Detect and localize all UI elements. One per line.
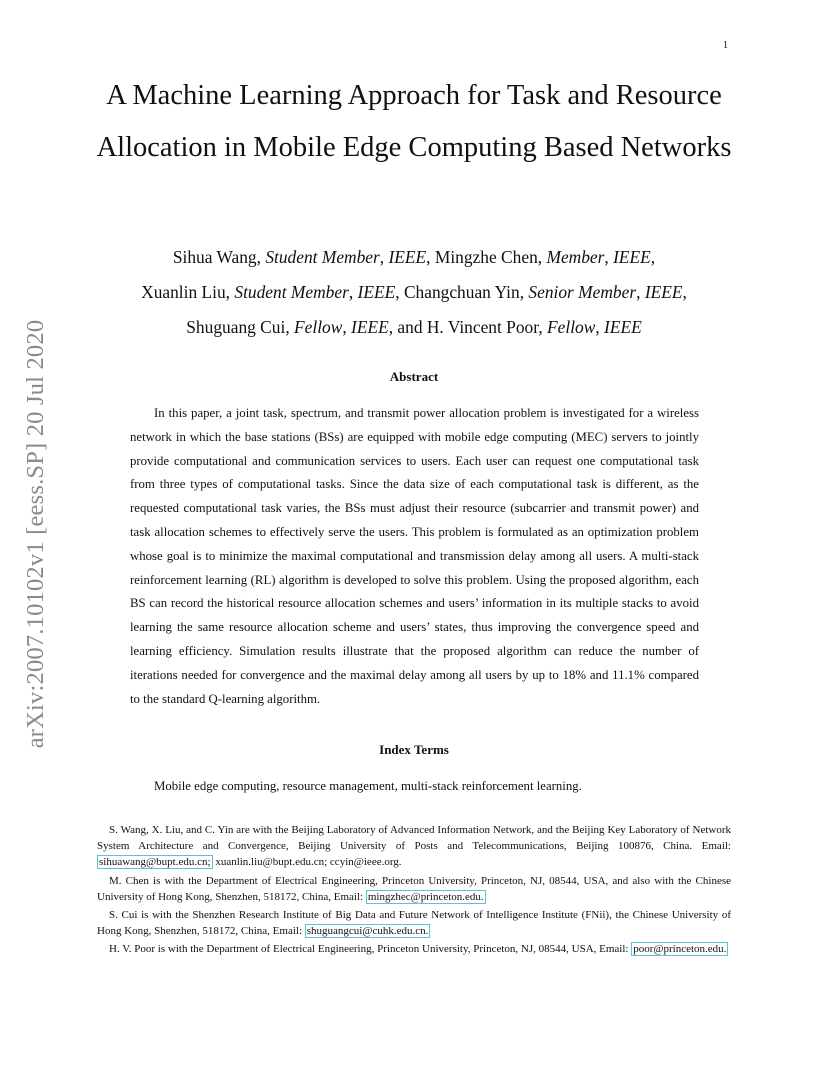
email-link[interactable]: shuguangcui@cuhk.edu.cn. [306,925,429,938]
author-role: Student Member [265,247,380,267]
footnotes [97,822,731,960]
author-separator: , [426,247,431,267]
page-number: 1 [723,40,728,51]
author-name: Sihua Wang [172,247,257,267]
author-role: Member [546,247,605,267]
paper-title: A Machine Learning Approach for Task and Resource Allocation in Mobile Edge Computing Based Networks [96,80,732,163]
author-separator: , and [388,317,423,337]
author-name: Mingzhe Chen [434,247,538,267]
author-separator: , [682,282,687,302]
author-org: IEEE [604,317,642,337]
author-role: Fellow [547,317,596,337]
footnote-affiliation-poor: H. V. Poor is with the Department of Electrical Engineering, Princeton University, Princeton, NJ, 08544, USA, Email: poor@princeton.edu. [109,943,727,956]
index-terms-heading: Index Terms [379,742,449,757]
author-role: Fellow [294,317,343,337]
author-separator: , [395,282,400,302]
email-link[interactable]: poor@princeton.edu. [633,943,727,956]
author-role: Senior Member [528,282,637,302]
author-name: Xuanlin Liu [141,282,226,302]
author-org: IEEE [357,282,396,302]
author-org: IEEE [644,282,683,302]
index-terms-text: Mobile edge computing, resource management, multi-stack reinforcement learning. [154,779,582,793]
email-link[interactable]: mingzhec@princeton.edu. [367,890,484,903]
author-separator: , [650,247,656,267]
author-name: Changchuan Yin [403,282,520,302]
author-org: IEEE [388,247,427,267]
author-name: Shuguang Cui [186,317,286,337]
abstract-text: In this paper, a joint task, spectrum, and transmit power allocation problem is investigated for a wireless network in which the base stations (BSs) are equipped with mobile edge computing (MEC) servers to jointly provide computational and communication services to users. Each user can request one computational task from three types of computational tasks. Since the data size of each computational task is different, as the requested computational task varies, the BSs must adjust their resource (subcarrier and transmit power) and task allocation schemes to effectively serve the users. This problem is formulated as an optimization problem whose goal is to minimize the maximal computational and transmission delay among all users. A multi-stack reinforcement learning (RL) algorithm is developed to solve this problem. Using the proposed algorithm, each BS can record the historical resource allocation schemes and users’ information in its multiple stacks to avoid learning the same resource allocation scheme and users’ states, thus improving the convergence speed and learning efficiency. Simulation results illustrate that the proposed algorithm can reduce the number of iterations needed for convergence and the maximal delay among all users by up to 18% and 11.1% compared to the standard Q-learning algorithm. [130,406,699,706]
footnote-affiliation-chen: M. Chen is with the Department of Electrical Engineering, Princeton University, Princeton, NJ, 08544, USA, and also with the Chinese University of Hong Kong, Shenzhen, 518172, China, Email: mingzhec@princeton.edu. [97,874,731,903]
abstract-heading: Abstract [389,369,439,384]
footnote-affiliation-cui: S. Cui is with the Shenzhen Research Institute of Big Data and Future Network of Intelligence Institute (FNii), the Chinese University of Hong Kong, Shenzhen, 518172, China, Email: shuguangcui@cuhk.edu.cn. [97,909,731,938]
footnote-affiliation-wang-liu-yin: S. Wang, X. Liu, and C. Yin are with the Beijing Laboratory of Advanced Information Network, and the Beijing Key Laboratory of Network System Architecture and Convergence, Beijing University of Posts and Telecommunications, Beijing 100876, China. Email: sihuawang@bupt.edu.cn; xuanlin.liu@bupt.edu.cn; ccyin@ieee.org. [97,824,731,869]
arxiv-stamp[interactable]: arXiv:2007.10102v1 [eess.SP] 20 Jul 2020 [22,319,49,749]
author-list: Sihua Wang, Student Member, IEEE, Mingzhe Chen, Member, IEEE, Xuanlin Liu, Student Member, IEEE, Changchuan Yin, Senior Member, IEEE, Shuguang Cui, Fellow, IEEE, and H. Vincent Poor, Fellow, IEEE [141,247,687,337]
author-role: Student Member [234,282,349,302]
author-org: IEEE [613,247,651,267]
author-name: H. Vincent Poor [426,317,539,337]
author-org: IEEE [351,317,389,337]
email-link[interactable]: sihuawang@bupt.edu.cn; [99,856,211,869]
